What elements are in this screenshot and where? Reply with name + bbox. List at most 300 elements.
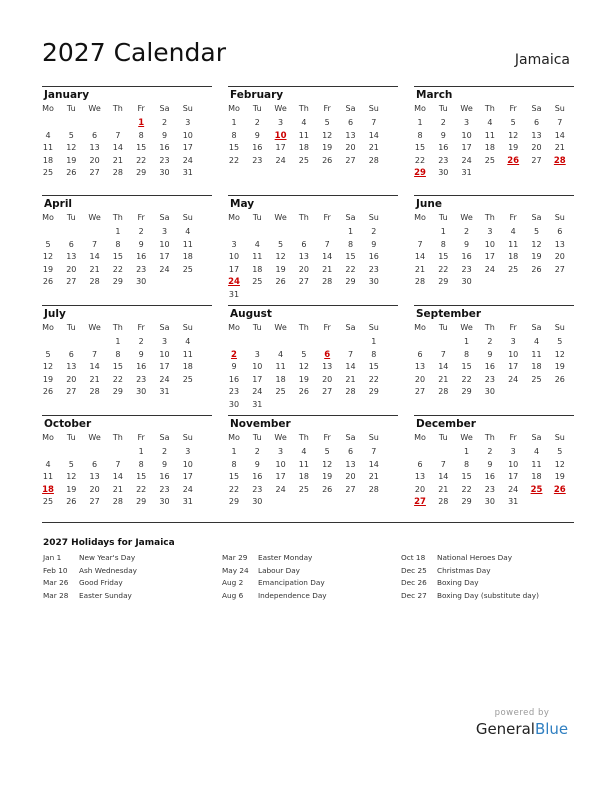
day-cell: 9 — [440, 130, 446, 140]
day-cell: 21 — [368, 472, 379, 481]
holiday-day: 10 — [274, 130, 287, 141]
day-cell: 6 — [68, 239, 74, 249]
day-cell: 6 — [417, 349, 423, 359]
day-cell: 27 — [66, 387, 77, 396]
day-cell: 14 — [89, 252, 100, 261]
day-cell: 26 — [531, 264, 542, 274]
month-name: January — [44, 89, 90, 101]
month-february — [228, 86, 388, 194]
day-cell: 30 — [368, 277, 379, 286]
weekday-header: Sa — [531, 213, 542, 222]
day-cell: 12 — [275, 252, 286, 261]
day-cell: 11 — [275, 362, 286, 371]
holiday-date: Feb 10 — [43, 565, 68, 575]
holiday-day: 26 — [553, 484, 566, 495]
day-cell: 8 — [231, 130, 237, 140]
day-cell: 27 — [414, 387, 426, 396]
day-cell: 22 — [112, 374, 123, 384]
day-cell: 28 — [322, 277, 333, 286]
day-cell: 26 — [275, 277, 286, 286]
month-name: May — [230, 198, 255, 210]
powered-by-text: powered by — [494, 708, 550, 718]
day-cell: 18 — [298, 472, 309, 481]
weekday-header: Th — [298, 104, 309, 113]
weekday-header: Sa — [531, 104, 542, 113]
day-cell: 1 — [138, 447, 144, 456]
day-cell: 9 — [371, 239, 377, 249]
weekday-header: Mo — [42, 323, 54, 332]
day-cell: 10 — [461, 130, 472, 140]
day-cell: 18 — [182, 252, 193, 261]
day-cell: 7 — [115, 459, 121, 469]
month-name: December — [416, 418, 476, 430]
day-cell: 12 — [554, 349, 565, 359]
day-cell: 12 — [42, 252, 54, 261]
day-cell: 10 — [508, 459, 519, 469]
weekday-header: Su — [368, 323, 379, 332]
day-cell: 25 — [42, 497, 54, 506]
day-cell: 31 — [159, 387, 170, 396]
day-cell: 10 — [252, 362, 263, 371]
day-cell: 25 — [508, 264, 519, 274]
holidays-title: 2027 Holidays for Jamaica — [43, 538, 175, 548]
holiday-date: May 24 — [222, 565, 249, 575]
day-cell: 20 — [414, 374, 426, 384]
day-cell: 11 — [42, 143, 54, 152]
day-cell: 16 — [136, 252, 147, 261]
day-cell: 11 — [42, 472, 54, 481]
weekday-header: Tu — [438, 104, 448, 113]
holiday-row — [222, 590, 392, 603]
day-cell: 9 — [161, 459, 168, 469]
weekday-header: Su — [554, 433, 565, 442]
day-cell: 17 — [182, 472, 193, 481]
holiday-column-2 — [222, 552, 392, 602]
day-cell: 5 — [68, 130, 74, 140]
day-cell: 4 — [254, 239, 260, 249]
day-cell: 25 — [275, 387, 286, 396]
day-cell: 2 — [254, 118, 260, 127]
day-cell: 2 — [371, 227, 377, 236]
day-cell: 16 — [368, 252, 379, 261]
day-cell: 28 — [112, 497, 123, 506]
day-cell: 25 — [531, 374, 542, 384]
holiday-row — [222, 552, 392, 565]
day-cell: 17 — [275, 472, 286, 481]
day-cell: 29 — [461, 387, 472, 396]
day-cell: 10 — [159, 349, 170, 359]
holiday-day: 26 — [507, 155, 520, 166]
day-cell: 20 — [554, 252, 565, 261]
holiday-date: Dec 25 — [401, 565, 427, 575]
day-cell: 9 — [254, 130, 260, 140]
day-cell: 16 — [228, 374, 240, 384]
day-cell: 6 — [533, 118, 540, 127]
day-cell: 24 — [508, 374, 519, 384]
day-cell: 22 — [228, 484, 240, 494]
day-cell: 17 — [508, 362, 519, 371]
day-cell: 8 — [464, 349, 470, 359]
day-cell: 15 — [228, 472, 240, 481]
day-cell: 4 — [185, 337, 191, 346]
day-cell: 15 — [136, 472, 147, 481]
weekday-header: Su — [182, 213, 193, 222]
day-cell: 31 — [182, 497, 193, 506]
day-cell: 12 — [531, 239, 542, 249]
day-cell: 27 — [345, 155, 356, 165]
day-cell: 30 — [252, 497, 263, 506]
day-cell: 29 — [112, 277, 123, 286]
day-cell: 18 — [275, 374, 286, 384]
weekday-header: Fr — [323, 213, 331, 222]
day-cell: 12 — [42, 362, 54, 371]
day-cell: 13 — [322, 362, 333, 371]
day-cell: 12 — [322, 130, 333, 140]
day-cell: 22 — [368, 374, 379, 384]
day-cell: 12 — [508, 130, 519, 140]
day-cell: 7 — [115, 130, 121, 140]
weekday-header: Tu — [66, 433, 76, 442]
holiday-column-1 — [43, 552, 213, 602]
holiday-date: Dec 26 — [401, 578, 427, 587]
day-cell: 26 — [42, 277, 54, 286]
holiday-day: 25 — [530, 484, 543, 495]
day-cell: 29 — [136, 497, 147, 506]
day-cell: 26 — [322, 484, 333, 494]
day-cell: 21 — [89, 374, 100, 384]
day-cell: 29 — [461, 497, 472, 506]
month-name: February — [230, 89, 284, 101]
day-cell: 13 — [414, 472, 426, 481]
holiday-row — [43, 577, 213, 590]
day-cell: 25 — [484, 155, 495, 165]
day-cell: 10 — [275, 459, 286, 469]
day-cell: 28 — [89, 387, 100, 396]
day-cell: 20 — [345, 472, 356, 481]
weekday-header: Sa — [159, 323, 170, 332]
holiday-name: Easter Sunday — [79, 590, 132, 600]
day-cell: 31 — [228, 289, 240, 299]
day-cell: 1 — [115, 227, 121, 236]
day-cell: 13 — [298, 252, 309, 261]
weekday-header: Mo — [42, 213, 54, 222]
day-cell: 30 — [159, 497, 170, 506]
brand-logo[interactable] — [474, 720, 570, 738]
weekday-header: Th — [484, 213, 495, 222]
weekday-header: Sa — [345, 433, 356, 442]
month-may — [228, 195, 388, 303]
weekday-header: Mo — [414, 323, 426, 332]
day-cell: 22 — [112, 264, 123, 274]
month-october — [42, 415, 202, 523]
holiday-date: Jan 1 — [43, 553, 62, 562]
day-cell: 15 — [345, 252, 356, 261]
day-cell: 2 — [138, 337, 144, 346]
day-cell: 29 — [136, 168, 147, 177]
day-cell: 25 — [182, 264, 193, 274]
weekday-header: Su — [554, 104, 565, 113]
day-cell: 6 — [557, 227, 563, 236]
day-cell: 11 — [182, 349, 193, 359]
weekday-header: Fr — [509, 323, 517, 332]
day-cell: 21 — [112, 484, 123, 494]
day-cell: 23 — [484, 374, 495, 384]
day-cell: 9 — [231, 362, 237, 371]
weekday-header: Mo — [42, 104, 54, 113]
holiday-row — [43, 565, 213, 578]
day-cell: 15 — [461, 362, 472, 371]
day-cell: 3 — [231, 239, 237, 249]
day-cell: 28 — [368, 484, 379, 494]
day-cell: 11 — [531, 349, 542, 359]
day-cell: 19 — [554, 362, 565, 371]
day-cell: 3 — [510, 447, 516, 456]
day-cell: 7 — [347, 349, 354, 359]
day-cell: 22 — [461, 374, 472, 384]
weekday-header: Sa — [159, 213, 170, 222]
day-cell: 23 — [484, 484, 495, 494]
weekday-header: We — [274, 213, 287, 222]
day-cell: 27 — [345, 484, 356, 494]
day-cell: 19 — [322, 143, 333, 152]
day-cell: 25 — [298, 155, 309, 165]
month-name: August — [230, 308, 272, 320]
weekday-header: Sa — [345, 323, 356, 332]
day-cell: 6 — [417, 459, 423, 469]
day-cell: 2 — [161, 118, 168, 127]
day-cell: 4 — [533, 337, 540, 346]
day-cell: 15 — [228, 143, 240, 152]
weekday-header: Mo — [414, 213, 426, 222]
day-cell: 21 — [322, 264, 333, 274]
day-cell: 18 — [182, 362, 193, 371]
holiday-day: 28 — [553, 155, 566, 166]
day-cell: 11 — [252, 252, 263, 261]
day-cell: 30 — [484, 497, 495, 506]
day-cell: 14 — [554, 130, 565, 140]
day-cell: 19 — [508, 143, 519, 152]
day-cell: 4 — [185, 227, 191, 236]
holiday-name: Christmas Day — [437, 565, 491, 575]
day-cell: 17 — [228, 264, 240, 274]
day-cell: 5 — [324, 118, 330, 127]
holiday-date: Mar 26 — [43, 578, 69, 587]
weekday-header: Tu — [66, 213, 76, 222]
day-cell: 3 — [161, 227, 168, 236]
day-cell: 23 — [368, 264, 379, 274]
day-cell: 7 — [440, 459, 446, 469]
day-cell: 26 — [322, 155, 333, 165]
holiday-day: 6 — [324, 349, 331, 360]
day-cell: 8 — [464, 459, 470, 469]
weekday-header: We — [88, 104, 101, 113]
day-cell: 30 — [438, 168, 449, 177]
weekday-header: Fr — [137, 213, 145, 222]
day-cell: 18 — [531, 362, 542, 371]
weekday-header: Tu — [252, 213, 262, 222]
day-cell: 26 — [298, 387, 309, 396]
day-cell: 23 — [252, 484, 263, 494]
day-cell: 17 — [484, 252, 495, 261]
day-cell: 9 — [487, 459, 493, 469]
holiday-day: 24 — [228, 277, 240, 287]
day-cell: 19 — [298, 374, 309, 384]
day-cell: 13 — [89, 143, 100, 152]
holiday-date: Oct 18 — [401, 553, 426, 562]
day-cell: 30 — [228, 399, 240, 409]
day-cell: 15 — [368, 362, 379, 371]
day-cell: 2 — [138, 227, 144, 236]
day-cell: 13 — [89, 472, 100, 481]
day-cell: 27 — [531, 155, 542, 165]
month-name: July — [44, 308, 66, 320]
day-cell: 7 — [92, 349, 98, 359]
day-cell: 9 — [487, 349, 493, 359]
day-cell: 16 — [252, 143, 263, 152]
day-cell: 16 — [252, 472, 263, 481]
day-cell: 7 — [371, 118, 377, 127]
holiday-row — [222, 577, 392, 590]
month-name: November — [230, 418, 291, 430]
weekday-header: Su — [368, 213, 379, 222]
country-name: Jamaica — [514, 52, 570, 68]
day-cell: 4 — [533, 447, 540, 456]
weekday-header: Tu — [252, 323, 262, 332]
day-cell: 9 — [138, 239, 144, 249]
day-cell: 3 — [510, 337, 516, 346]
weekday-header: We — [88, 213, 101, 222]
day-cell: 17 — [461, 143, 472, 152]
day-cell: 23 — [461, 264, 472, 274]
day-cell: 8 — [440, 239, 446, 249]
day-cell: 9 — [138, 349, 144, 359]
holiday-date: Dec 27 — [401, 590, 427, 600]
day-cell: 20 — [89, 155, 100, 165]
day-cell: 16 — [159, 472, 170, 481]
day-cell: 11 — [182, 239, 193, 249]
day-cell: 12 — [66, 472, 77, 481]
holiday-name: Easter Monday — [258, 553, 313, 562]
weekday-header: Fr — [137, 323, 145, 332]
day-cell: 1 — [347, 227, 354, 236]
month-march — [414, 86, 574, 194]
brand-blue: Blue — [534, 720, 569, 738]
day-cell: 5 — [45, 239, 51, 249]
month-name: October — [44, 418, 92, 430]
day-cell: 8 — [138, 130, 144, 140]
weekday-header: Fr — [137, 104, 145, 113]
day-cell: 3 — [254, 349, 260, 359]
day-cell: 3 — [185, 447, 191, 456]
day-cell: 8 — [347, 239, 354, 249]
day-cell: 2 — [487, 337, 493, 346]
day-cell: 4 — [301, 118, 307, 127]
month-july — [42, 305, 202, 413]
day-cell: 6 — [347, 118, 354, 127]
day-cell: 28 — [414, 277, 426, 286]
weekday-header: Th — [484, 104, 495, 113]
holiday-name: Emancipation Day — [258, 578, 325, 587]
day-cell: 13 — [345, 459, 356, 469]
weekday-header: Sa — [159, 104, 170, 113]
day-cell: 23 — [136, 264, 147, 274]
day-cell: 22 — [345, 264, 356, 274]
day-cell: 21 — [89, 264, 100, 274]
day-cell: 14 — [438, 362, 449, 371]
weekday-header: We — [460, 323, 473, 332]
day-cell: 8 — [231, 459, 237, 469]
day-cell: 29 — [345, 277, 356, 286]
weekday-header: Su — [182, 323, 193, 332]
day-cell: 14 — [438, 472, 449, 481]
day-cell: 20 — [89, 484, 100, 494]
holiday-day: 1 — [138, 118, 145, 128]
weekday-header: Mo — [228, 104, 240, 113]
weekday-header: Th — [298, 433, 309, 442]
month-september — [414, 305, 574, 413]
day-cell: 20 — [66, 264, 77, 274]
day-cell: 28 — [112, 168, 123, 177]
day-cell: 18 — [484, 143, 495, 152]
day-cell: 14 — [112, 472, 123, 481]
day-cell: 8 — [417, 130, 423, 140]
weekday-header: Th — [298, 213, 309, 222]
day-cell: 6 — [68, 349, 74, 359]
weekday-header: We — [274, 104, 287, 113]
day-cell: 22 — [136, 484, 147, 494]
weekday-header: Mo — [228, 433, 240, 442]
day-cell: 5 — [324, 447, 330, 456]
month-name: March — [416, 89, 453, 101]
day-cell: 24 — [461, 155, 472, 165]
holiday-name: Good Friday — [79, 578, 123, 587]
day-cell: 14 — [89, 362, 100, 371]
day-cell: 9 — [161, 130, 168, 140]
weekday-header: Sa — [531, 323, 542, 332]
day-cell: 4 — [278, 349, 284, 359]
weekday-header: Tu — [66, 323, 76, 332]
day-cell: 11 — [508, 239, 519, 249]
day-cell: 23 — [159, 155, 170, 165]
holiday-date: Aug 2 — [222, 578, 244, 587]
month-name: April — [44, 198, 73, 210]
day-cell: 20 — [322, 374, 333, 384]
day-cell: 19 — [66, 155, 77, 165]
weekday-header: Fr — [509, 104, 517, 113]
weekday-header: Th — [484, 323, 495, 332]
month-january — [42, 86, 202, 194]
day-cell: 25 — [42, 168, 54, 177]
weekday-header: Su — [368, 433, 379, 442]
weekday-header: Tu — [66, 104, 76, 113]
day-cell: 28 — [368, 155, 379, 165]
day-cell: 14 — [414, 252, 426, 261]
day-cell: 8 — [115, 349, 121, 359]
weekday-header: We — [460, 213, 473, 222]
day-cell: 28 — [438, 497, 449, 506]
day-cell: 17 — [508, 472, 519, 481]
holiday-row — [222, 565, 392, 578]
month-april — [42, 195, 202, 303]
weekday-header: Th — [112, 433, 123, 442]
day-cell: 20 — [298, 264, 309, 274]
day-cell: 5 — [45, 349, 51, 359]
day-cell: 27 — [66, 277, 77, 286]
holiday-row — [401, 590, 571, 603]
day-cell: 3 — [161, 337, 168, 346]
weekday-header: We — [88, 433, 101, 442]
day-cell: 1 — [231, 118, 237, 127]
